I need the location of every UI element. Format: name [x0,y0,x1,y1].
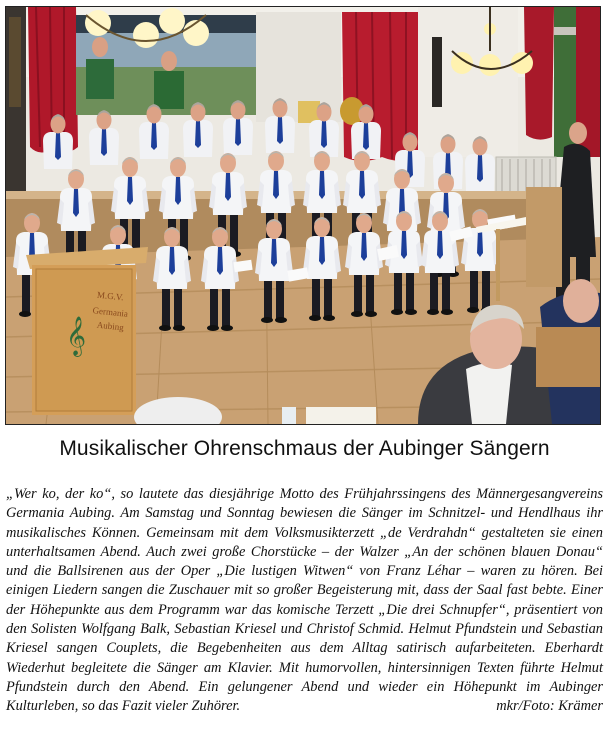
article-body [6,485,603,717]
lectern-line-1: M.G.V. [96,289,125,303]
article-body-text: „Wer ko, der ko“, so lautete das diesjährige Motto des Frühjahrssingens des Männergesangvereins Germania Aubing. Am Samstag und Sonntag bewiesen die Sänger im Schnitzel- und Hendlhaus ihr musikalisches Können. Gemeinsam mit dem Volksmusikterzett „de Verdrahdn“ gestalteten sie einen unterhaltsamen Abend. Auch zwei große Chorstücke – der Walzer „An der schönen blauen Donau“ und die Ballsirenen aus der Oper „Die lustigen Witwen“ von Franz Léhar – waren zu hören. Bei einigen Liedern sangen die Zuschauer mit so großer Begeisterung mit, dass der Saal fast bebte. Einer der Höhepunkte aus dem Programm war das komische Terzett „Die drei Schnupfer“, präsentiert von den Solisten Wolfgang Balk, Sebastian Kriesel und Christof Schmid. Helmut Pfundstein und Sebastian Kriesel sangen Couplets, die Begebenheiten aus dem Alltag satirisch aufarbeiteten. Eberhardt Wiederhut begleitete die Sänger am Klavier. Mit humorvollen, hintersinnigen Texten führte Helmut Pfundstein durch den Abend. Ein gelungener Abend und wieder ein Höhepunkt im Aubinger Kulturleben, so das Fazit vieler Zuhörer. [6,486,603,715]
lectern-line-2: Germania [92,305,129,319]
article-headline: Musikalischer Ohrenschmaus der Aubinger Sängern [59,437,550,460]
article-photo [5,6,601,425]
svg-text:𝄞: 𝄞 [66,316,87,356]
lectern-line-3: Aubing [96,319,125,333]
photo-credit: mkr/Foto: Krämer [490,697,603,716]
